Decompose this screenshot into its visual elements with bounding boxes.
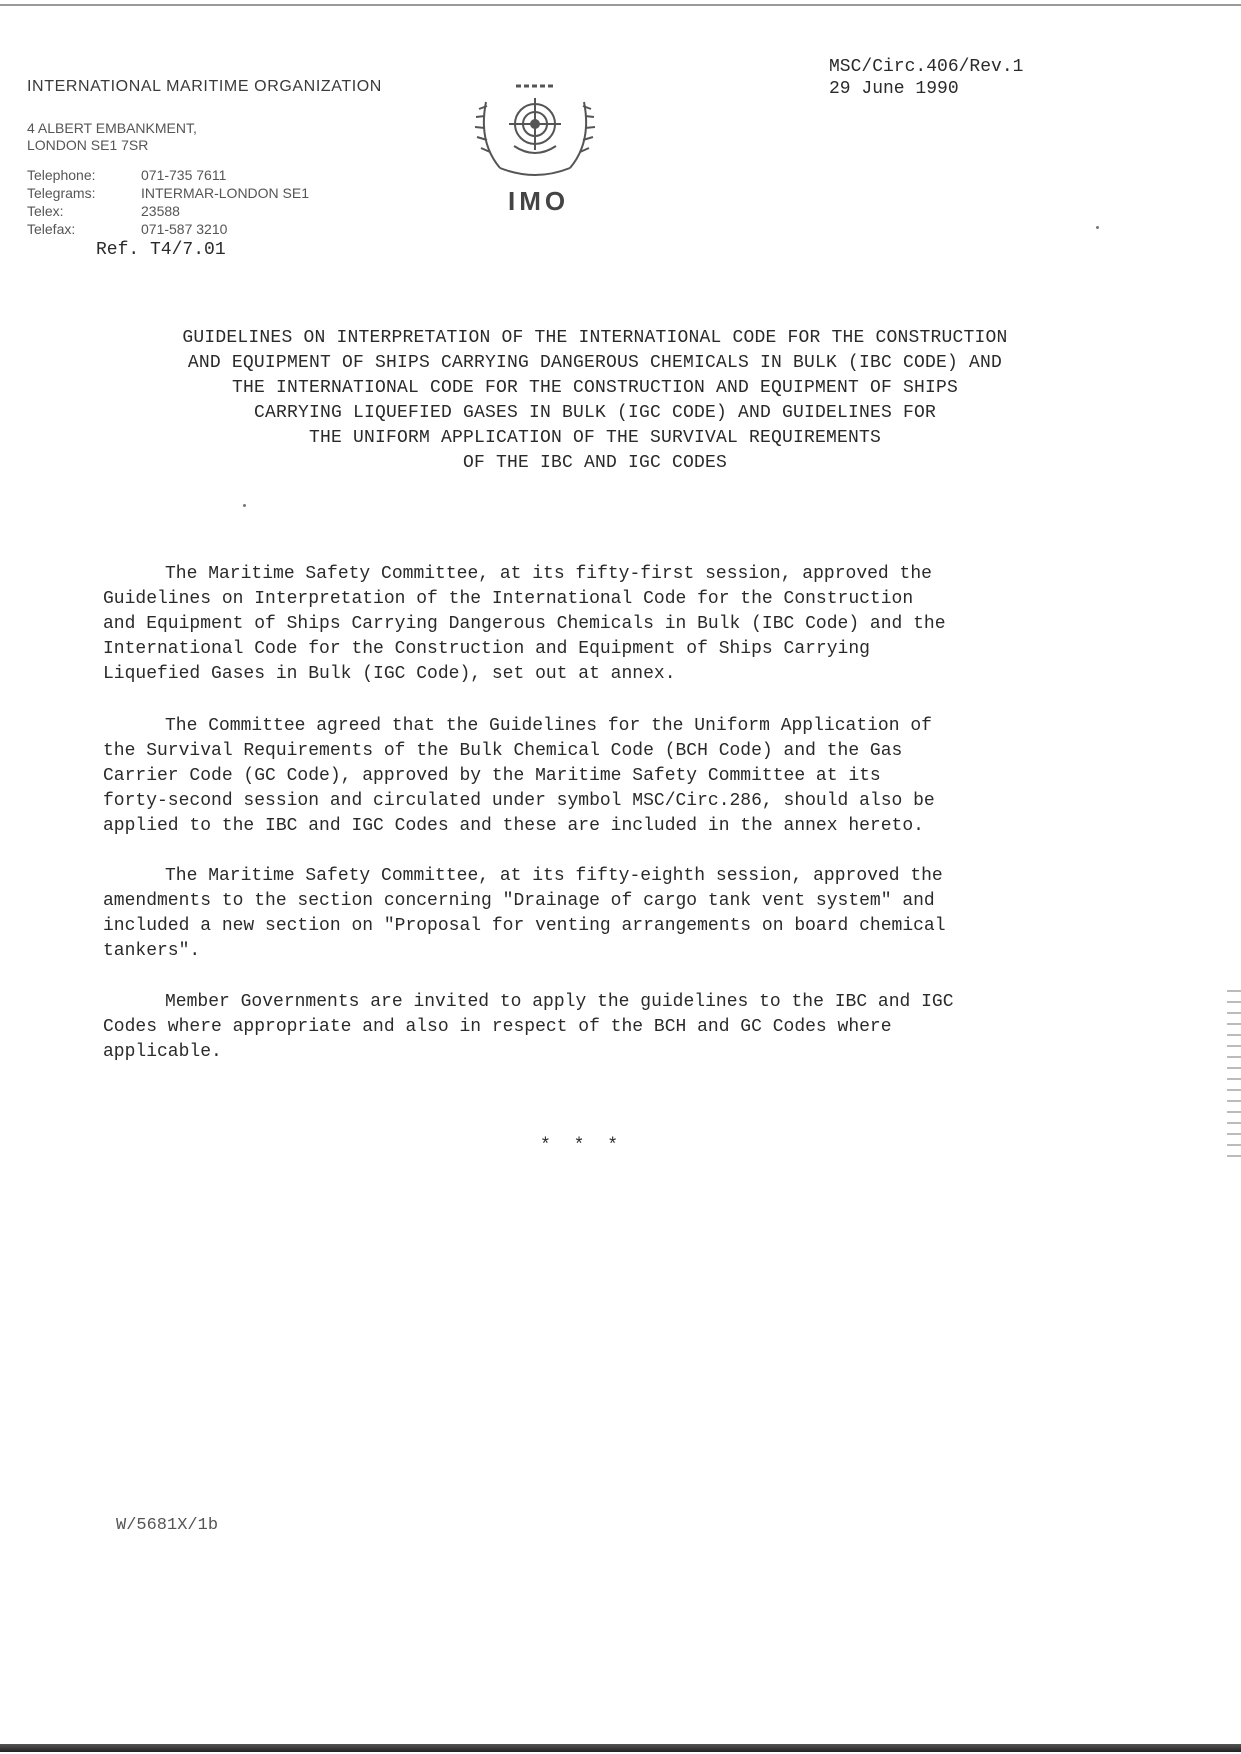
- top-scan-rule: [0, 4, 1241, 6]
- edge-mark: [1227, 1067, 1241, 1069]
- edge-mark: [1227, 1001, 1241, 1003]
- bottom-scan-rule: [0, 1744, 1241, 1752]
- title-line: THE INTERNATIONAL CODE FOR THE CONSTRUCTION AND EQUIPMENT OF SHIPS: [231, 378, 959, 398]
- edge-mark: [1227, 1078, 1241, 1080]
- paragraph-line: and Equipment of Ships Carrying Dangerous Chemicals in Bulk (IBC Code) and the: [103, 614, 946, 634]
- contact-value: 071-735 7611: [141, 167, 227, 183]
- imo-logo-text: IMO: [508, 186, 570, 216]
- document-title: [100, 326, 1090, 476]
- address-line: 4 ALBERT EMBANKMENT,: [27, 120, 197, 136]
- section-separator: * * *: [540, 1136, 625, 1156]
- contact-row: [27, 166, 309, 184]
- contact-row: [27, 202, 309, 220]
- edge-mark: [1227, 1056, 1241, 1058]
- body-paragraph: [103, 714, 1083, 839]
- edge-mark: [1227, 1012, 1241, 1014]
- contact-label: Telegrams:: [27, 185, 96, 201]
- title-line: OF THE IBC AND IGC CODES: [462, 453, 728, 473]
- edge-mark: [1227, 1045, 1241, 1047]
- body-paragraph: [103, 864, 1083, 964]
- contact-label: Telephone:: [27, 167, 96, 183]
- address-line: LONDON SE1 7SR: [27, 137, 149, 153]
- imo-emblem-icon: [472, 72, 598, 180]
- edge-mark: [1227, 1144, 1241, 1146]
- title-line: AND EQUIPMENT OF SHIPS CARRYING DANGEROUS CHEMICALS IN BULK (IBC CODE) AND: [187, 353, 1003, 373]
- paragraph-line: The Maritime Safety Committee, at its fifty-first session, approved the: [165, 564, 932, 584]
- paragraph-line: amendments to the section concerning "Drainage of cargo tank vent system" and: [103, 891, 935, 911]
- title-line: GUIDELINES ON INTERPRETATION OF THE INTERNATIONAL CODE FOR THE CONSTRUCTION: [182, 328, 1008, 348]
- edge-mark: [1227, 1023, 1241, 1025]
- document-symbol: MSC/Circ.406/Rev.1: [829, 57, 1024, 77]
- document-date: 29 June 1990: [829, 79, 959, 99]
- scan-speck: [1096, 226, 1099, 229]
- paragraph-line: International Code for the Construction and Equipment of Ships Carrying: [103, 639, 870, 659]
- paragraph-line: Carrier Code (GC Code), approved by the Maritime Safety Committee at its: [103, 766, 881, 786]
- edge-mark: [1227, 1034, 1241, 1036]
- scan-speck: [243, 504, 246, 507]
- contact-value: 23588: [141, 203, 180, 219]
- body-paragraph: [103, 990, 1083, 1065]
- contact-label: Telefax:: [27, 221, 76, 237]
- scan-edge-marks: [1227, 990, 1241, 1190]
- contact-row: [27, 220, 309, 238]
- edge-mark: [1227, 1089, 1241, 1091]
- paragraph-line: Codes where appropriate and also in respect of the BCH and GC Codes where: [103, 1017, 892, 1037]
- edge-mark: [1227, 990, 1241, 992]
- paragraph-line: Liquefied Gases in Bulk (IGC Code), set out at annex.: [103, 664, 676, 684]
- paragraph-line: tankers".: [103, 941, 201, 961]
- paragraph-line: the Survival Requirements of the Bulk Chemical Code (BCH Code) and the Gas: [103, 741, 903, 761]
- body-paragraph: [103, 562, 1083, 687]
- paragraph-line: The Maritime Safety Committee, at its fifty-eighth session, approved the: [165, 866, 943, 886]
- edge-mark: [1227, 1155, 1241, 1157]
- paragraph-line: The Committee agreed that the Guidelines for the Uniform Application of: [165, 716, 932, 736]
- title-line: THE UNIFORM APPLICATION OF THE SURVIVAL REQUIREMENTS: [308, 428, 882, 448]
- reference-number: Ref. T4/7.01: [96, 240, 226, 260]
- contact-value: INTERMAR-LONDON SE1: [141, 185, 310, 201]
- contact-label: Telex:: [27, 203, 64, 219]
- edge-mark: [1227, 1133, 1241, 1135]
- contact-details: [27, 166, 309, 238]
- paragraph-line: applicable.: [103, 1042, 222, 1062]
- contact-value: 071-587 3210: [141, 221, 228, 237]
- contact-row: [27, 184, 309, 202]
- paragraph-line: forty-second session and circulated under symbol MSC/Circ.286, should also be: [103, 791, 935, 811]
- edge-mark: [1227, 1122, 1241, 1124]
- paragraph-line: included a new section on "Proposal for venting arrangements on board chemical: [103, 916, 946, 936]
- edge-mark: [1227, 1111, 1241, 1113]
- title-line: CARRYING LIQUEFIED GASES IN BULK (IGC CODE) AND GUIDELINES FOR: [253, 403, 937, 423]
- paragraph-line: applied to the IBC and IGC Codes and these are included in the annex hereto.: [103, 816, 924, 836]
- document-header: [829, 56, 1023, 100]
- address-block: [27, 120, 197, 154]
- paragraph-line: Guidelines on Interpretation of the International Code for the Construction: [103, 589, 914, 609]
- edge-mark: [1227, 1100, 1241, 1102]
- organization-name: INTERNATIONAL MARITIME ORGANIZATION: [27, 78, 382, 95]
- paragraph-line: Member Governments are invited to apply the guidelines to the IBC and IGC: [165, 992, 954, 1012]
- footer-file-code: W/5681X/1b: [116, 1516, 219, 1535]
